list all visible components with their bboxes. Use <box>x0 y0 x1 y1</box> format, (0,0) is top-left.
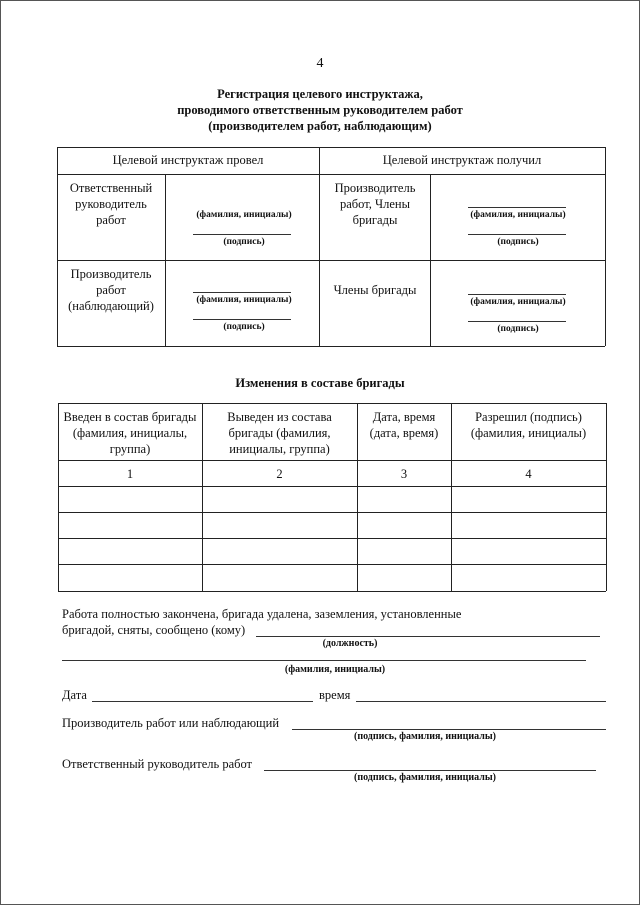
signature-line <box>468 321 566 322</box>
col-header-removed: Выведен из состава бригады (фамилия, инициалы, группа) <box>227 410 332 456</box>
col-header-permitted: Разрешил (подпись) (фамилия, инициалы) <box>470 410 587 440</box>
caption-signature-name: (подпись, фамилия, инициалы) <box>353 731 497 742</box>
changes-title: Изменения в составе бригады <box>235 376 405 390</box>
caption-signature-name: (подпись, фамилия, инициалы) <box>353 772 497 783</box>
foreman-field[interactable] <box>292 729 606 730</box>
col-header-added: Введен в состав бригады (фамилия, инициалы, группа) <box>63 410 197 456</box>
caption-name: (фамилия, инициалы) <box>196 210 292 220</box>
table-border <box>58 403 59 591</box>
manager-label: Ответственный руководитель работ <box>62 757 253 771</box>
table-border <box>451 403 452 591</box>
reported-name-field[interactable] <box>62 660 586 661</box>
caption-signature: (подпись) <box>497 237 539 247</box>
table-border <box>58 564 606 565</box>
label-foreman-observer: Производитель работ (наблюдающий) <box>68 267 154 313</box>
signature-line <box>468 234 566 235</box>
date-label: Дата <box>62 688 87 702</box>
page-number: 4 <box>316 56 324 71</box>
label-foreman-members: Производитель работ, Члены бригады <box>334 181 416 227</box>
table-border <box>57 260 605 261</box>
table-border <box>202 403 203 591</box>
label-responsible-manager: Ответственный руководитель работ <box>69 181 153 227</box>
header-conducted: Целевой инструктаж провел <box>112 153 264 167</box>
time-field[interactable] <box>356 701 606 702</box>
title-line-2: проводимого ответственным руководителем работ <box>177 103 463 117</box>
caption-name: (фамилия, инициалы) <box>470 210 566 220</box>
table-border <box>58 460 606 461</box>
caption-name: (фамилия, инициалы) <box>196 295 292 305</box>
table-border <box>430 174 431 346</box>
signature-line <box>468 294 566 295</box>
caption-signature: (подпись) <box>497 324 539 334</box>
table-border <box>165 174 166 346</box>
title-line-1: Регистрация целевого инструктажа, <box>217 87 423 101</box>
table-border <box>57 147 58 346</box>
table-border <box>57 147 605 148</box>
signature-line <box>193 234 291 235</box>
table-border <box>58 512 606 513</box>
manager-field[interactable] <box>264 770 596 771</box>
foreman-label: Производитель работ или наблюдающий <box>62 716 280 730</box>
col-number: 2 <box>276 467 283 481</box>
table-border <box>58 538 606 539</box>
document-title <box>0 86 640 134</box>
table-border <box>605 147 606 346</box>
table-border <box>606 403 607 591</box>
title-line-3: (производителем работ, наблюдающим) <box>208 119 432 133</box>
table-border <box>57 174 605 175</box>
completion-text-line-2: бригадой, сняты, сообщено (кому) <box>62 623 246 637</box>
caption-signature: (подпись) <box>223 237 265 247</box>
table-border <box>58 403 606 404</box>
completion-text-line-1: Работа полностью закончена, бригада удалена, заземления, установленные <box>62 607 462 621</box>
col-header-datetime: Дата, время (дата, время) <box>369 410 439 440</box>
table-border <box>58 486 606 487</box>
label-brigade-members: Члены бригады <box>333 283 417 297</box>
caption-name: (фамилия, инициалы) <box>284 664 386 675</box>
signature-line <box>468 207 566 208</box>
header-received: Целевой инструктаж получил <box>382 153 542 167</box>
date-field[interactable] <box>92 701 313 702</box>
reported-to-field[interactable] <box>256 636 600 637</box>
caption-name: (фамилия, инициалы) <box>470 297 566 307</box>
table-border <box>58 591 606 592</box>
caption-position: (должность) <box>322 638 378 649</box>
time-label: время <box>319 688 351 702</box>
table-border <box>319 147 320 346</box>
col-number: 3 <box>400 467 408 481</box>
table-border <box>57 346 605 347</box>
signature-line <box>193 319 291 320</box>
table-border <box>357 403 358 591</box>
caption-signature: (подпись) <box>223 322 265 332</box>
col-number: 4 <box>525 467 532 481</box>
signature-line <box>193 292 291 293</box>
col-number: 1 <box>126 467 134 481</box>
